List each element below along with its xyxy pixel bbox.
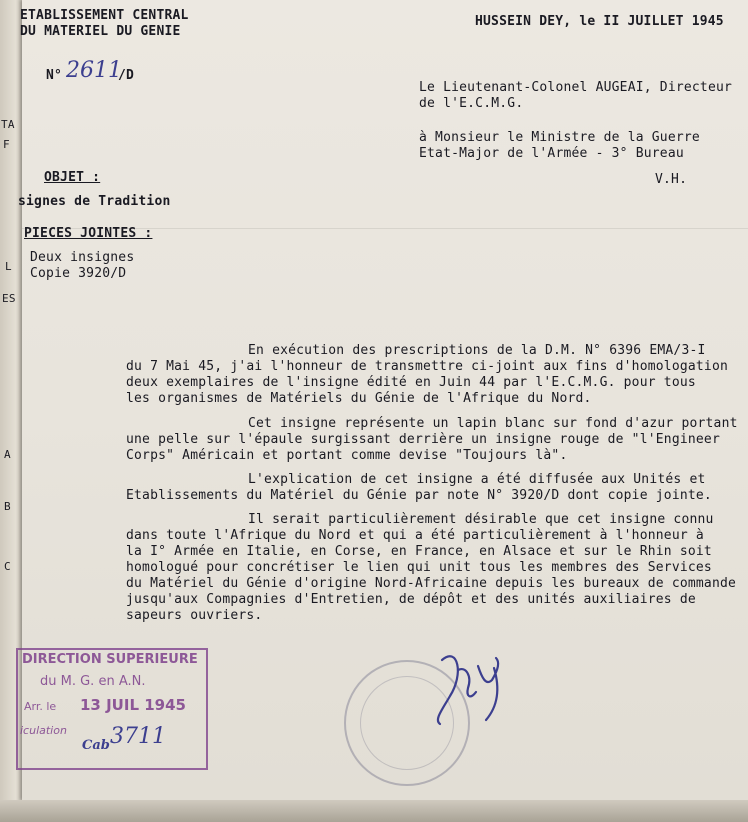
underlying-fragment: L <box>5 260 12 273</box>
body-line: Etablissements du Matériel du Génie par note N° 3920/D dont copie jointe. <box>126 488 712 503</box>
page-bottom-edge <box>0 800 748 822</box>
stamp-line5-prefix: iculation <box>20 724 67 737</box>
body-line: L'explication de cet insigne a été diffusée aux Unités et <box>248 472 706 487</box>
body-line: jusqu'aux Compagnies d'Entretien, de dépôt et des unités auxiliaires de <box>126 592 696 607</box>
underlying-fragment: B <box>4 500 11 513</box>
body-line: du 7 Mai 45, j'ai l'honneur de transmettre ci-joint aux fins d'homologation <box>126 359 728 374</box>
pieces-jointes-item: Copie 3920/D <box>30 266 127 281</box>
sender-line2: de l'E.C.M.G. <box>419 96 524 111</box>
arrival-stamp <box>16 648 208 770</box>
reference-suffix: /D <box>118 68 135 83</box>
underlying-fragment: A <box>4 448 11 461</box>
stamp-line3-prefix: Arr. le <box>24 700 57 713</box>
stamp-date: 13 JUIL 1945 <box>80 696 186 714</box>
underlying-fragment: C <box>4 560 11 573</box>
pieces-jointes-item: Deux insignes <box>30 250 135 265</box>
underlying-fragment: TA <box>1 118 15 131</box>
stamp-line2: du M. G. en A.N. <box>40 674 146 689</box>
body-line: homologué pour concrétiser le lien qui unit tous les membres des Services <box>126 560 712 575</box>
recipient-line1: à Monsieur le Ministre de la Guerre <box>419 130 700 145</box>
recipient-line2: Etat-Major de l'Armée - 3° Bureau <box>419 146 684 161</box>
stamp-number-handwritten: 3711 <box>110 724 166 749</box>
body-line: la I° Armée en Italie, en Corse, en France, en Alsace et sur le Rhin soit <box>126 544 712 559</box>
body-line: Corps" Américain et portant comme devise "Toujours là". <box>126 448 568 463</box>
pieces-jointes-label: PIECES JOINTES : <box>24 226 153 241</box>
sender-line1: Le Lieutenant-Colonel AUGEAI, Directeur <box>419 80 733 95</box>
reference-prefix: N° <box>46 68 63 83</box>
org-name-line2: DU MATERIEL DU GENIE <box>20 24 181 39</box>
body-line: une pelle sur l'épaule surgissant derrière un insigne rouge de "l'Engineer <box>126 432 720 447</box>
body-line: Il serait particulièrement désirable que cet insigne connu <box>248 512 714 527</box>
body-line: dans toute l'Afrique du Nord et qui a été particulièrement à l'honneur à <box>126 528 704 543</box>
body-line: sapeurs ouvriers. <box>126 608 263 623</box>
body-line: En exécution des prescriptions de la D.M. N° 6396 EMA/3-I <box>248 343 706 358</box>
body-line: les organismes de Matériels du Génie de l'Afrique du Nord. <box>126 391 592 406</box>
body-line: du Matériel du Génie d'origine Nord-Africaine depuis les bureaux de commande <box>126 576 737 591</box>
stamp-line1: DIRECTION SUPERIEURE <box>22 652 198 667</box>
recipient-line3: V.H. <box>655 172 688 187</box>
underlying-fragment: F <box>3 138 10 151</box>
signature <box>428 640 518 730</box>
place-and-date: HUSSEIN DEY, le II JUILLET 1945 <box>475 14 724 29</box>
objet-label: OBJET : <box>44 170 101 185</box>
underlying-fragment: ES <box>2 292 16 305</box>
body-line: Cet insigne représente un lapin blanc sur fond d'azur portant <box>248 416 738 431</box>
objet-text: signes de Tradition <box>18 194 171 209</box>
body-line: deux exemplaires de l'insigne édité en Juin 44 par l'E.C.M.G. pour tous <box>126 375 696 390</box>
reference-number-handwritten: 2611 <box>66 58 122 83</box>
org-name-line1: ETABLISSEMENT CENTRAL <box>20 8 189 23</box>
stamp-cab-label: Cab <box>82 738 110 753</box>
